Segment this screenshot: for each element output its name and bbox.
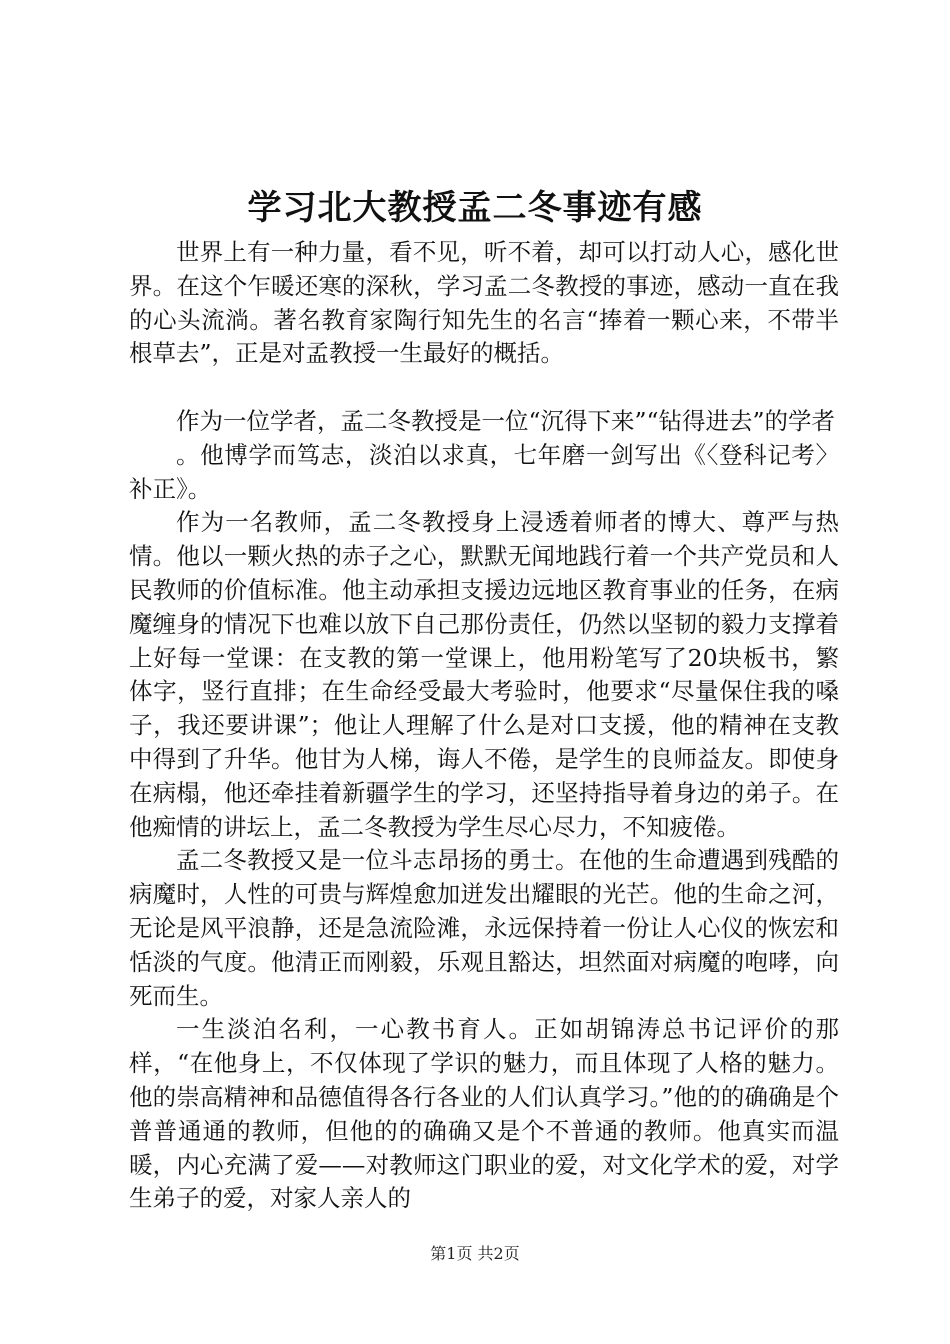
paragraph-fame: 一生淡泊名利，一心教书育人。正如胡锦涛总书记评价的那样，“在他身上，不仅体现了学识的魅力，而且体现了人格的魅力。他的崇高精神和品德值得各行各业的人们认真学习。”他的的确确是个普普通通的教师，但他的的确确又是个不普通的教师。他真实而温暖，内心充满了爱——对教师这门职业的爱，对文化学术的爱，对学生弟子的爱，对家人亲人的: [129, 1015, 839, 1213]
document-body: [129, 236, 839, 1216]
paragraph-teacher: 作为一名教师，孟二冬教授身上浸透着师者的博大、尊严与热情。他以一颗火热的赤子之心，默默无闻地践行着一个共产党员和人民教师的价值标准。他主动承担支援边远地区教育事业的任务，在病魔缠身的情况下也难以放下自己那份责任，仍然以坚韧的毅力支撑着上好每一堂课：在支教的第一堂课上，他用粉笔写了20块板书，繁体字，竖行直排；在生命经受最大考验时，他要求“尽量保住我的嗓子，我还要讲课”；他让人理解了什么是对口支援，他的精神在支教中得到了升华。他甘为人梯，诲人不倦，是学生的良师益友。即使身在病榻，他还牵挂着新疆学生的学习，还坚持指导着身边的弟子。在他痴情的讲坛上，孟二冬教授为学生尽心尽力，不知疲倦。: [129, 508, 839, 841]
page-number-footer: 第1页 共2页: [430, 1244, 520, 1263]
page-title: 学习北大教授孟二冬事迹有感: [247, 188, 703, 228]
paragraph-scholar: 作为一位学者，孟二冬教授是一位“沉得下来”“钻得进去”的学者: [176, 406, 836, 435]
paragraph-warrior: 孟二冬教授又是一位斗志昂扬的勇士。在他的生命遭遇到残酷的病魔时，人性的可贵与辉煌愈加迸发出耀眼的光芒。他的生命之河，无论是风平浪静，还是急流险滩，永远保持着一份让人心仪的恢宏和恬淡的气度。他清正而刚毅，乐观且豁达，坦然面对病魔的咆哮，向死而生。: [129, 846, 839, 1010]
paragraph-scholar-continued: 。他博学而笃志，淡泊以求真，七年磨一剑写出《〈登科记考〉补正》。: [129, 440, 839, 503]
paragraph-intro: 世界上有一种力量，看不见，听不着，却可以打动人心，感化世界。在这个乍暖还寒的深秋，学习孟二冬教授的事迹，感动一直在我的心头流淌。著名教育家陶行知先生的名言“捧着一颗心来，不带半根草去”，正是对孟教授一生最好的概括。: [129, 238, 839, 368]
